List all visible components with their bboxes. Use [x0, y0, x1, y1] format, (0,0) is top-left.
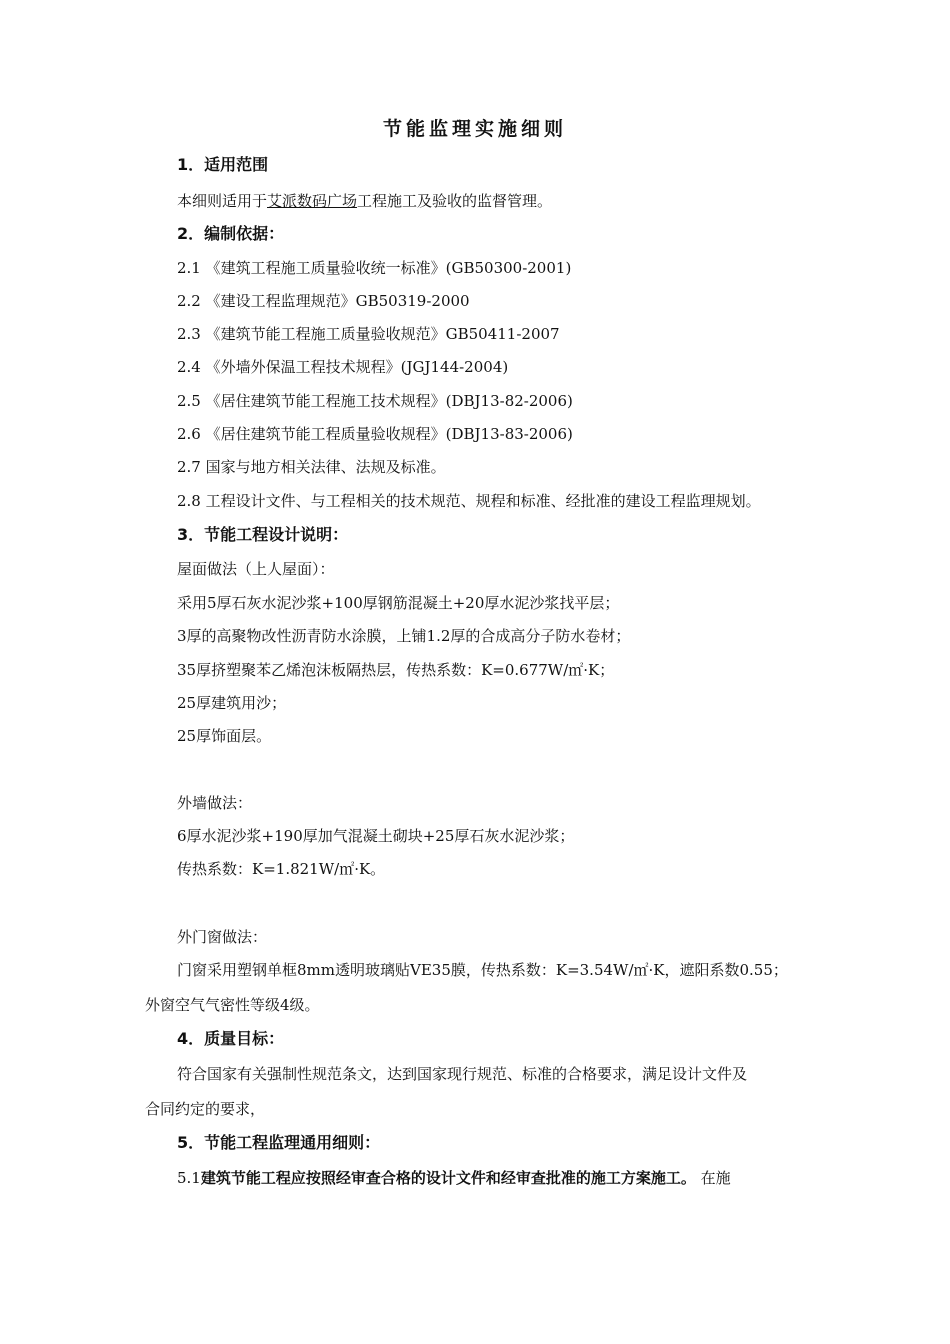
rule-number: 5.1: [177, 1169, 201, 1187]
basis-item: 2.7 国家与地方相关法律、法规及标准。: [177, 458, 446, 476]
basis-item: 2.6 《居住建筑节能工程质量验收规程》(DBJ13-83-2006): [177, 425, 573, 443]
roof-title: 屋面做法（上人屋面）：: [177, 560, 335, 578]
section-3-heading: 3．节能工程设计说明：: [177, 525, 349, 544]
window-title: 外门窗做法：: [177, 928, 268, 946]
basis-item: 2.2 《建设工程监理规范》GB50319-2000: [177, 292, 470, 310]
section-5-heading: 5．节能工程监理通用细则：: [177, 1133, 381, 1152]
roof-line: 3厚的高聚物改性沥青防水涂膜，上铺1.2厚的合成高分子防水卷材；: [177, 627, 631, 645]
scope-text-pre: 本细则适用于: [177, 192, 268, 210]
wall-line: 传热系数：K=1.821W/㎡·K。: [177, 860, 386, 878]
document-title: 节能监理实施细则: [382, 118, 567, 140]
basis-item: 2.4 《外墙外保温工程技术规程》(JGJ144-2004): [177, 358, 509, 376]
wall-line: 6厚水泥沙浆+190厚加气混凝土砌块+25厚石灰水泥沙浆；: [177, 827, 575, 845]
quality-line: 合同约定的要求，: [145, 1100, 266, 1118]
window-line: 门窗采用塑钢单框8mm透明玻璃贴VE35膜，传热系数：K=3.54W/㎡·K，遮阳系数0.55；: [177, 961, 788, 979]
section-1-text: [177, 191, 552, 211]
scope-text-post: 工程施工及验收的监督管理。: [357, 192, 553, 210]
rule-bold-text: 建筑节能工程应按照经审查合格的设计文件和经审查批准的施工方案施工。: [200, 1169, 696, 1187]
wall-title: 外墙做法：: [177, 794, 253, 812]
basis-item: 2.3 《建筑节能工程施工质量验收规范》GB50411-2007: [177, 325, 560, 343]
basis-item: 2.1 《建筑工程施工质量验收统一标准》(GB50300-2001): [177, 259, 572, 277]
quality-line: 符合国家有关强制性规范条文，达到国家现行规范、标准的合格要求，满足设计文件及: [177, 1065, 748, 1083]
basis-item: 2.5 《居住建筑节能工程施工技术规程》(DBJ13-82-2006): [177, 392, 573, 410]
section-2-heading: 2．编制依据：: [177, 224, 285, 243]
project-name: 艾派数码广场: [267, 192, 358, 210]
roof-line: 25厚建筑用沙；: [177, 694, 287, 712]
roof-line: 35厚挤塑聚苯乙烯泡沫板隔热层，传热系数：K=0.677W/㎡·K；: [177, 661, 615, 679]
window-line: 外窗空气气密性等级4级。: [145, 996, 320, 1014]
roof-line: 采用5厚石灰水泥沙浆+100厚钢筋混凝土+20厚水泥沙浆找平层；: [177, 594, 620, 612]
section-1-heading: 1．适用范围: [177, 155, 269, 174]
roof-line: 25厚饰面层。: [177, 727, 272, 745]
section-4-heading: 4．质量目标：: [177, 1029, 285, 1048]
basis-item: 2.8 工程设计文件、与工程相关的技术规范、规程和标准、经批准的建设工程监理规划。: [177, 492, 761, 510]
rule-tail: 在施: [695, 1169, 731, 1187]
rule-5-1: [177, 1168, 731, 1188]
